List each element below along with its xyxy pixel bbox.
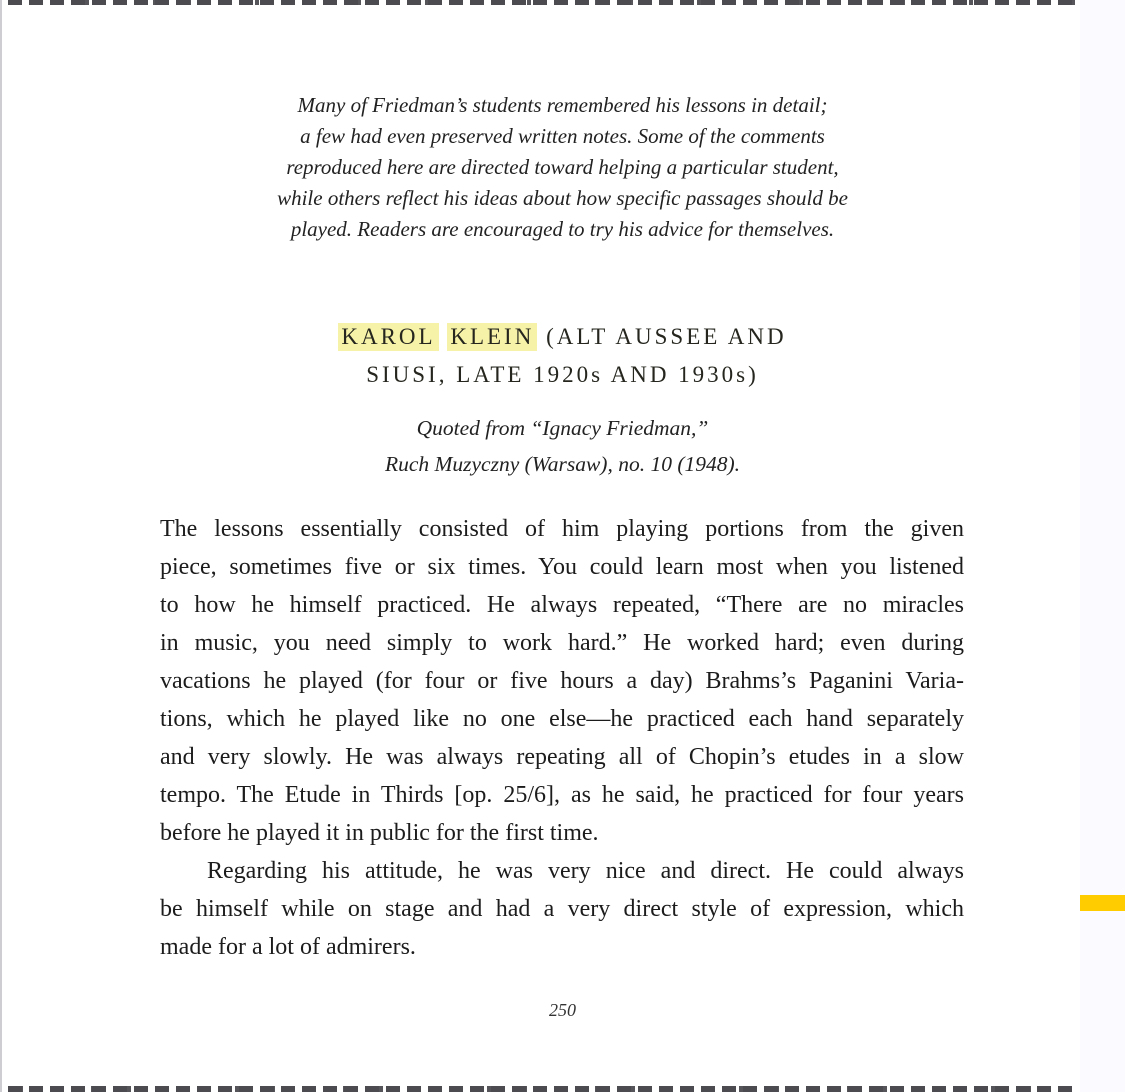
section-heading [165, 318, 960, 394]
body-line: vacations he played (for four or five hours a day) Brahms’s Paganini Varia- [160, 668, 964, 694]
body-line: before he played it in public for the first time. [160, 820, 599, 846]
body-line: The lessons essentially consisted of him playing portions from the given [160, 516, 964, 542]
body-line: to how he himself practiced. He always repeated, “There are no miracles [160, 592, 964, 618]
cropped-text-strip-top [8, 0, 1078, 5]
body-line: piece, sometimes five or six times. You could learn most when you listened [160, 554, 964, 580]
body-line: made for a lot of admirers. [160, 934, 416, 960]
heading-rest: (ALT AUSSEE AND [546, 324, 787, 349]
epigraph-line: reproduced here are directed toward helping a particular student, [286, 155, 839, 179]
highlight-position-marker[interactable] [1080, 895, 1125, 911]
epigraph-line: while others reflect his ideas about how specific passages should be [277, 186, 848, 210]
citation-line: Ruch Muzyczny (Warsaw), no. 10 (1948). [384, 452, 741, 476]
highlighted-word: KAROL [338, 323, 438, 351]
highlighted-word: KLEIN [447, 323, 537, 351]
epigraph [165, 90, 960, 245]
body-line: tions, which he played like no one else—he practiced each hand separately [160, 706, 964, 732]
body-line: tempo. The Etude in Thirds [op. 25/6], as he said, he practiced for four years [160, 782, 964, 808]
epigraph-line: Many of Friedman’s students remembered his lessons in detail; [297, 93, 828, 117]
body-text [160, 510, 964, 966]
body-line: Regarding his attitude, he was very nice and direct. He could always [207, 858, 964, 884]
citation-line: Quoted from “Ignacy Friedman,” [416, 416, 709, 440]
epigraph-line: played. Readers are encouraged to try his advice for themselves. [290, 217, 835, 241]
body-line: and very slowly. He was always repeating all of Chopin’s etudes in a slow [160, 744, 964, 770]
body-line: in music, you need simply to work hard.” He worked hard; even during [160, 630, 964, 656]
section-heading-line-1 [165, 318, 960, 356]
epigraph-line: a few had even preserved written notes. Some of the comments [300, 124, 825, 148]
body-line: be himself while on stage and had a very direct style of expression, which [160, 896, 964, 922]
section-heading-line-2: SIUSI, LATE 1920s AND 1930s) [366, 362, 759, 387]
page-left-edge-line [0, 0, 2, 1092]
right-margin-strip [1080, 0, 1125, 1092]
source-citation [165, 410, 960, 482]
cropped-text-strip-bottom [8, 1086, 1078, 1092]
page-number: 250 [549, 1000, 576, 1020]
